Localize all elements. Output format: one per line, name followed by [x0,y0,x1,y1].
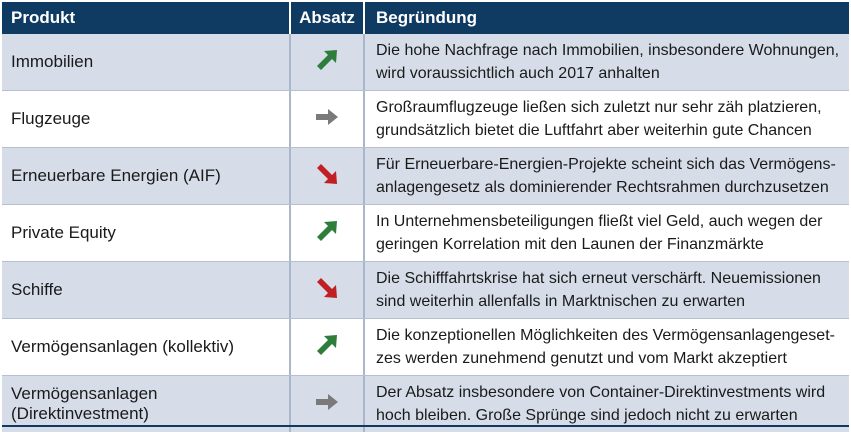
reason-line-1: In Unternehmensbeteiligungen fließt viel Geld, auch wegen der [376,213,823,230]
reason-text [376,324,835,370]
product-cell [2,34,289,90]
product-table [2,2,849,432]
product-cell [2,205,289,261]
reason-cell [365,319,849,375]
reason-line-2: hoch bleiben. Große Sprünge sind jedoch nicht zu erwarten [376,407,798,424]
reason-text [376,210,823,256]
reason-line-1: Die hohe Nachfrage nach Immobilien, insbesondere Wohnungen, [376,42,840,59]
reason-cell [365,262,849,318]
reason-cell [365,34,849,90]
reason-text [376,381,825,427]
reason-line-1: Für Erneuerbare-Energien-Projekte scheint sich das Vermögens- [376,156,836,173]
trend-cell [289,34,365,90]
product-name: Private Equity [11,223,116,242]
reason-line-1: Der Absatz insbesondere von Container-Direktinvestments wird [376,384,826,401]
product-cell [2,319,289,375]
product-name: Vermögensanlagen (Direktinvestment) [11,384,158,423]
trend-up-arrow-icon [314,218,340,249]
header-absatz: Absatz [289,2,365,34]
product-name: Flugzeuge [11,109,91,128]
reason-cell [365,205,849,261]
product-cell [2,262,289,318]
trend-up-arrow-icon [314,47,340,78]
table-row [2,375,849,432]
table-row [2,318,849,375]
table-body [2,34,849,432]
header-begruendung: Begründung [376,8,478,27]
reason-line-1: Die konzeptionellen Möglichkeiten des Vermögensanlagengeset- [376,327,835,344]
product-cell [2,148,289,204]
reason-line-2: anlagengesetz als dominierender Rechtsrahmen durchzusetzen [376,179,829,196]
table-row [2,147,849,204]
trend-cell [289,376,365,432]
product-name: Erneuerbare Energien (AIF) [11,166,221,185]
reason-line-1: Großraumflugzeuge ließen sich zuletzt nur sehr zäh platzieren, [376,99,822,116]
table-row [2,34,849,90]
trend-flat-arrow-icon [314,389,340,420]
table-bottom-rule [2,425,849,427]
table-header [2,2,849,34]
trend-cell [289,91,365,147]
reason-line-2: wird voraussichtlich auch 2017 anhalten [376,65,660,82]
product-cell [2,91,289,147]
table-row [2,261,849,318]
reason-line-2: zes werden zunehmend genutzt und vom Markt akzeptiert [376,350,787,367]
reason-line-2: geringen Korrelation mit den Launen der Finanzmärkte [376,236,764,253]
reason-cell [365,148,849,204]
trend-cell [289,262,365,318]
header-produkt: Produkt [11,8,76,27]
product-cell [2,376,289,432]
reason-cell [365,376,849,432]
trend-cell [289,319,365,375]
reason-text [376,39,839,85]
trend-flat-arrow-icon [314,104,340,135]
reason-text [376,267,821,313]
table-row [2,90,849,147]
table-row [2,204,849,261]
trend-cell [289,148,365,204]
reason-text [376,153,836,199]
trend-up-arrow-icon [314,332,340,363]
trend-cell [289,205,365,261]
trend-down-arrow-icon [314,275,340,306]
reason-line-1: Die Schifffahrtskrise hat sich erneut verschärft. Neuemissionen [376,270,821,287]
reason-line-2: grundsätzlich bietet die Luftfahrt aber weiterhin gute Chancen [376,122,812,139]
trend-down-arrow-icon [314,161,340,192]
reason-text [376,96,822,142]
product-name: Vermögensanlagen (kollektiv) [11,337,235,356]
reason-cell [365,91,849,147]
product-name: Schiffe [11,280,63,299]
reason-line-2: sind weiterhin allenfalls in Marktnischen zu erwarten [376,293,746,310]
product-name: Immobilien [11,52,94,71]
